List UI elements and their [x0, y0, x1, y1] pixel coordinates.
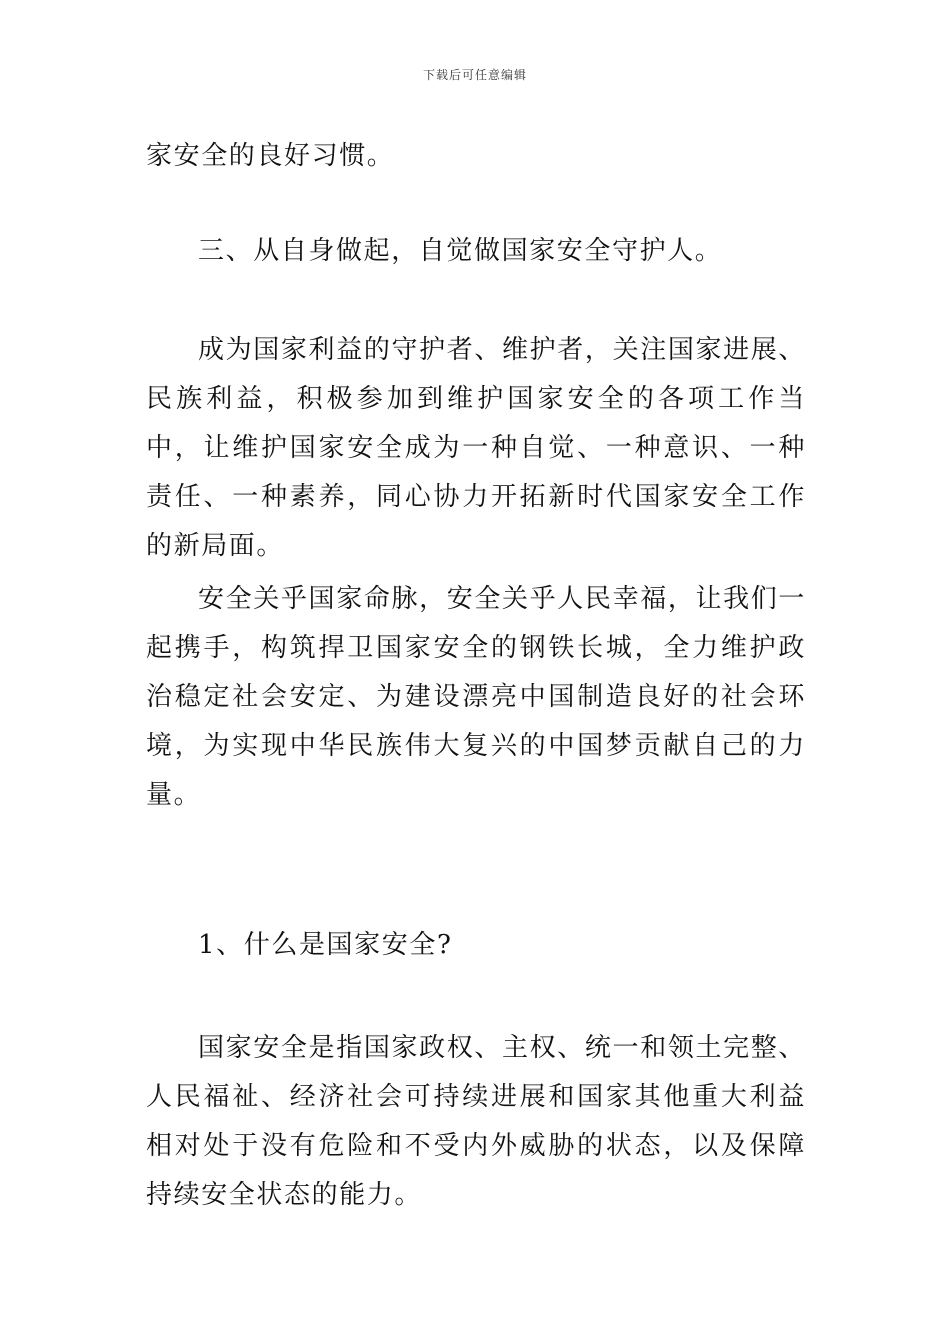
paragraph-continuation: 家安全的良好习惯。: [146, 141, 395, 171]
answer-paragraph-1: 国家安全是指国家政权、主权、统一和领土完整、人民福祉、经济社会可持续进展和国家其他重大利益相对处于没有危险和不受内外威胁的状态，以及保障持续安全状态的能力。: [146, 1033, 806, 1210]
question-heading-1: 1、什么是国家安全?: [198, 930, 453, 960]
page-header: 下载后可任意编辑: [422, 68, 527, 82]
section-heading-3: 三、从自身做起，自觉做国家安全守护人。: [198, 236, 723, 266]
paragraph-closing: 安全关乎国家命脉，安全关乎人民幸福，让我们一起携手，构筑捍卫国家安全的钢铁长城，全力维护政治稳定社会安定、为建设漂亮中国制造良好的社会环境，为实现中华民族伟大复兴的中国梦贡献自己的力量。: [146, 584, 806, 810]
paragraph-guardian: 成为国家利益的守护者、维护者，关注国家进展、民族利益，积极参加到维护国家安全的各项工作当中，让维护国家安全成为一种自觉、一种意识、一种责任、一种素养，同心协力开拓新时代国家安全工作的新局面。: [146, 335, 806, 561]
